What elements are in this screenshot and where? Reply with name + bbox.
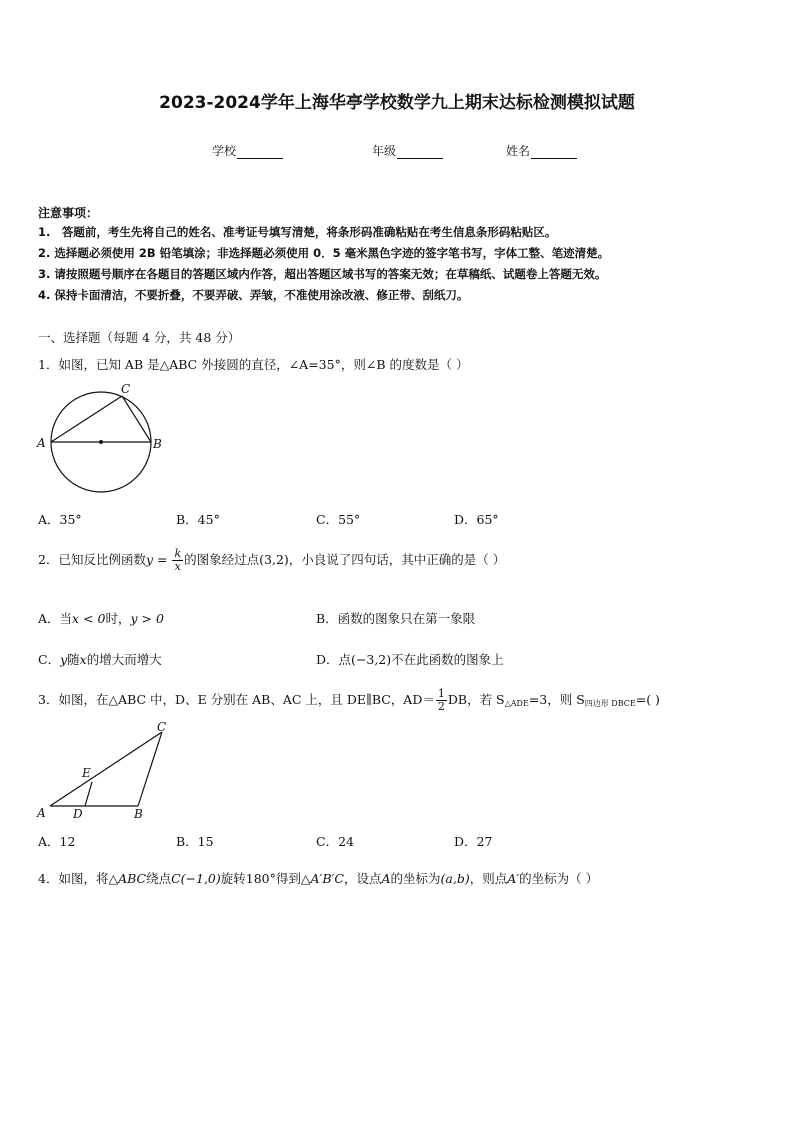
question-3-text [38, 688, 660, 713]
q4-mid4: ，设点 [343, 871, 382, 886]
notice-item: 3. 请按照题号顺序在各题目的答题区域内作答，超出答题区域书写的答案无效；在草稿纸、试题卷上答题无效。 [38, 267, 607, 281]
notice-item: 2. 选择题必须使用 2B 铅笔填涂；非选择题必须使用 0．5 毫米黑色字迹的签字笔书写，字体工整、笔迹清楚。 [38, 246, 610, 260]
q1-label-b: B [153, 437, 162, 451]
q2-opt-c-x: x [79, 652, 87, 667]
q2-point: (3,2) [259, 552, 289, 567]
section-title: 一、选择题（每题 4 分，共 48 分） [38, 330, 241, 345]
q1-side-cb [122, 396, 151, 442]
q3-option-a[interactable]: A．12 [38, 834, 76, 849]
q4-triangle-abc: △ABC [108, 871, 147, 886]
q3-sub-dbce: 四边形 DBCE [584, 699, 636, 708]
q3-denominator: 2 [437, 700, 445, 713]
q3-option-d[interactable]: D．27 [454, 834, 493, 849]
q4-suffix: 的坐标为（ ） [519, 871, 599, 886]
q2-middle: 的图象经过点 [184, 552, 260, 567]
q2-var-y: y [145, 552, 154, 567]
q3-prefix: 3．如图，在△ABC 中，D、E 分别在 AB、AC 上，且 DE∥BC，AD＝ [38, 692, 435, 707]
q2-opt-d-suf: 不在此函数的图象上 [391, 652, 504, 667]
q4-point-a-prime: A′ [507, 871, 520, 886]
q3-triangle-figure [30, 718, 180, 824]
q3-label-e: E [82, 766, 91, 780]
q2-numerator: k [174, 547, 182, 560]
q3-mid2: =3，则 S [528, 692, 585, 707]
name-label: 姓名 [506, 144, 531, 158]
q4-coord: (a,b) [440, 871, 470, 886]
exam-title: 2023-2024学年上海华亭学校数学九上期末达标检测模拟试题 [159, 93, 635, 113]
q3-fraction [436, 688, 447, 713]
q1-option-b[interactable]: B．45° [176, 512, 220, 527]
q1-option-a[interactable]: A．35° [38, 512, 82, 527]
q2-denominator: x [174, 560, 181, 573]
q2-opt-c-pre: C． [38, 652, 61, 667]
name-field [506, 142, 577, 159]
question-2-text [38, 548, 505, 573]
q3-option-c[interactable]: C．24 [316, 834, 354, 849]
notice-list [38, 222, 768, 306]
q2-fraction [172, 548, 183, 573]
q4-angle: 180° [245, 871, 276, 886]
name-blank[interactable] [531, 146, 577, 159]
q2-opt-c-mid: 随 [67, 652, 80, 667]
q1-label-c: C [121, 382, 131, 396]
grade-label: 年级 [372, 144, 397, 158]
q3-label-d: D [73, 807, 83, 821]
q3-side-bc [138, 732, 162, 806]
q2-prefix: 2．已知反比例函数 [38, 552, 146, 567]
q3-suffix: =( ) [635, 692, 660, 707]
q2-opt-d-pre: D．点 [316, 652, 352, 667]
q4-mid1: 绕点 [146, 871, 172, 886]
q2-opt-a-cond1: x < 0 [72, 611, 106, 626]
q3-side-ac [50, 732, 162, 806]
q4-point-a: A [381, 871, 391, 886]
q4-mid6: ，则点 [469, 871, 508, 886]
q4-mid5: 的坐标为 [390, 871, 441, 886]
q3-label-c: C [157, 720, 167, 734]
q4-point-c: C(−1,0) [171, 871, 221, 886]
q3-label-a: A [37, 806, 46, 820]
q4-mid2: 旋转 [220, 871, 246, 886]
q4-prefix: 4．如图，将 [38, 871, 109, 886]
school-field [212, 142, 283, 159]
q3-label-b: B [134, 807, 143, 821]
q2-option-b[interactable]: B．函数的图象只在第一象限 [316, 611, 476, 626]
school-label: 学校 [212, 144, 237, 158]
q1-circle-figure [30, 380, 170, 500]
q1-option-d[interactable]: D．65° [454, 512, 499, 527]
q2-opt-a-pre: A．当 [38, 611, 73, 626]
q4-mid3: 得到 [275, 871, 301, 886]
grade-field [372, 142, 443, 159]
q1-center-dot [99, 440, 103, 444]
q2-option-a[interactable] [38, 609, 164, 627]
q2-opt-d-point: (−3,2) [351, 652, 392, 667]
q2-opt-c-y: y [60, 652, 68, 667]
q3-mid: DB，若 S [447, 692, 505, 707]
q1-label-a: A [37, 436, 46, 450]
question-1-text: 1．如图，已知 AB 是△ABC 外接圆的直径，∠A=35°，则∠B 的度数是（ ） [38, 357, 469, 372]
q4-triangle-image: △A′B′C [300, 871, 344, 886]
q2-opt-a-cond2: y > 0 [130, 611, 164, 626]
q3-numerator: 1 [437, 687, 445, 700]
school-blank[interactable] [237, 146, 283, 159]
question-4-text [38, 869, 598, 887]
notice-title: 注意事项： [38, 206, 99, 220]
q2-equals: = [153, 552, 172, 567]
notice-item: 4. 保持卡面清洁，不要折叠，不要弄破、弄皱，不准使用涂改液、修正带、刮纸刀。 [38, 288, 469, 302]
q3-segment-de [85, 782, 92, 806]
q2-opt-a-mid: 时， [105, 611, 131, 626]
q1-side-ac [51, 396, 122, 442]
q1-option-c[interactable]: C．55° [316, 512, 361, 527]
q3-sub-ade: △ADE [504, 699, 529, 708]
q2-option-d[interactable] [316, 650, 504, 668]
q3-option-b[interactable]: B．15 [176, 834, 214, 849]
q2-opt-c-suf: 的增大而增大 [86, 652, 162, 667]
grade-blank[interactable] [397, 146, 443, 159]
notice-item: 1. 答题前，考生先将自己的姓名、准考证号填写清楚，将条形码准确粘贴在考生信息条形码粘贴区。 [38, 225, 557, 239]
q2-suffix: ，小良说了四句话，其中正确的是（ ） [288, 552, 506, 567]
q2-option-c[interactable] [38, 650, 162, 668]
